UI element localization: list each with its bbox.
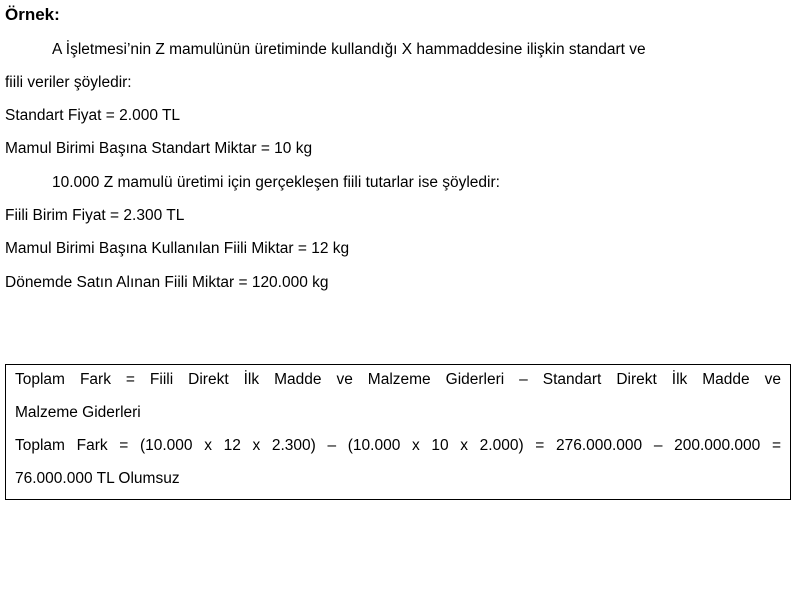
standard-quantity: Mamul Birimi Başına Standart Miktar = 10 kg [5, 140, 313, 157]
box-line-1: Toplam Fark = Fiili Direkt İlk Madde ve Malzeme Giderleri – Standart Direkt İlk Madde ve [15, 371, 781, 388]
actual-quantity: Mamul Birimi Başına Kullanılan Fiili Miktar = 12 kg [5, 240, 350, 257]
intro-line-1: A İşletmesi’nin Z mamulünün üretiminde kullandığı X hammaddesine ilişkin standart ve [52, 41, 646, 58]
total-variance-box [5, 364, 791, 500]
box-line-2: Malzeme Giderleri [15, 404, 141, 421]
standard-price: Standart Fiyat = 2.000 TL [5, 107, 181, 124]
actual-intro: 10.000 Z mamulü üretimi için gerçekleşen fiili tutarlar ise şöyledir: [52, 174, 500, 191]
actual-price: Fiili Birim Fiyat = 2.300 TL [5, 207, 185, 224]
example-heading: Örnek: [5, 5, 60, 24]
box-line-4: 76.000.000 TL Olumsuz [15, 470, 180, 487]
box-line-3: Toplam Fark = (10.000 x 12 x 2.300) – (10.000 x 10 x 2.000) = 276.000.000 – 200.000.000 = [15, 437, 781, 454]
actual-purchased: Dönemde Satın Alınan Fiili Miktar = 120.000 kg [5, 274, 329, 291]
intro-line-2: fiili veriler şöyledir: [5, 74, 132, 91]
